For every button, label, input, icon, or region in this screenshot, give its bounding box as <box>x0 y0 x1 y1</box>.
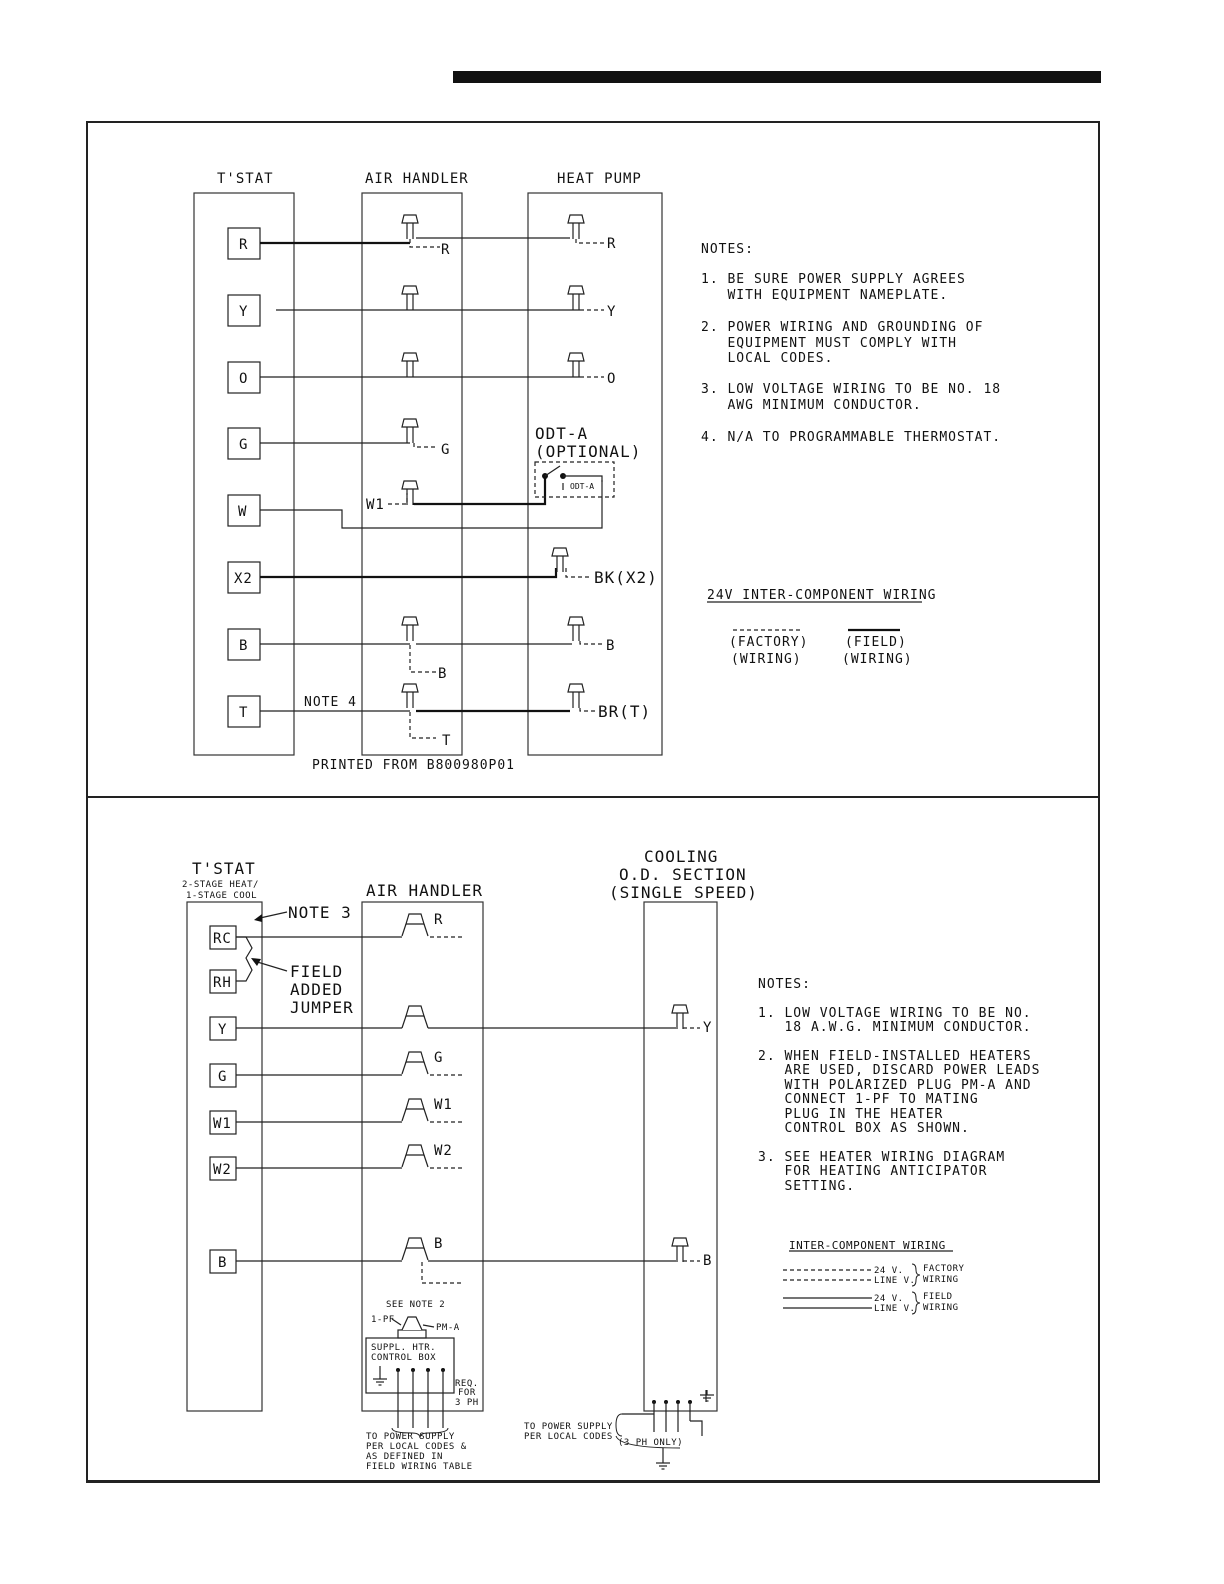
svg-text:R: R <box>239 237 249 253</box>
ah-label-b: B <box>438 666 448 682</box>
d2-ah-label-w1: W1 <box>434 1097 453 1113</box>
svg-text:X2: X2 <box>234 571 253 587</box>
odt-a-optional: (OPTIONAL) <box>535 442 642 461</box>
svg-text:SETTING.: SETTING. <box>758 1179 856 1194</box>
svg-text:2. WHEN FIELD-INSTALLED HEATER: 2. WHEN FIELD-INSTALLED HEATERS <box>758 1049 1032 1064</box>
svg-text:Y: Y <box>218 1022 228 1038</box>
d2-terminal-b <box>210 1250 236 1273</box>
diagram1-legend <box>707 588 937 667</box>
svg-text:(3 PH ONLY): (3 PH ONLY) <box>618 1438 684 1448</box>
hp-connector-t <box>568 684 584 708</box>
hp-connector-o <box>568 353 584 377</box>
svg-text:(WIRING): (WIRING) <box>842 652 913 667</box>
svg-text:24V INTER-COMPONENT WIRING: 24V INTER-COMPONENT WIRING <box>707 588 937 603</box>
d2-terminal-y <box>210 1017 236 1040</box>
d2-tstat-sub1: 2-STAGE HEAT/ <box>182 880 259 890</box>
tstat-terminal-g <box>228 428 260 459</box>
svg-text:INTER-COMPONENT WIRING: INTER-COMPONENT WIRING <box>789 1239 946 1252</box>
svg-text:RH: RH <box>213 975 232 991</box>
hp-label-bk: BK(X2) <box>594 568 658 587</box>
d2-od-connector-b <box>672 1238 688 1262</box>
svg-text:PLUG IN THE HEATER: PLUG IN THE HEATER <box>758 1107 944 1122</box>
tstat-header: T'STAT <box>217 171 274 187</box>
d2-tstat-title: T'STAT <box>192 859 256 878</box>
ah-connector-b <box>402 617 418 641</box>
svg-text:FOR: FOR <box>458 1388 476 1398</box>
d2-od-power-supply <box>524 1390 714 1469</box>
diagram-1 <box>194 171 1001 773</box>
d2-terminal-g <box>210 1064 236 1087</box>
svg-text:PER LOCAL CODES &: PER LOCAL CODES & <box>366 1442 467 1452</box>
tstat-box <box>194 193 294 755</box>
d2-ah-label-g: G <box>434 1050 444 1066</box>
svg-text:TO POWER SUPPLY: TO POWER SUPPLY <box>366 1432 455 1442</box>
d2-cooling-title-1: COOLING <box>644 847 719 866</box>
hp-label-r: R <box>607 236 617 252</box>
svg-text:Y: Y <box>239 304 249 320</box>
svg-text:FIELD: FIELD <box>923 1292 953 1302</box>
svg-text:B: B <box>218 1255 228 1271</box>
d2-terminal-w2 <box>210 1157 236 1180</box>
ah-label-t: T <box>442 733 452 749</box>
svg-text:FOR HEATING ANTICIPATOR: FOR HEATING ANTICIPATOR <box>758 1164 988 1179</box>
svg-text:NOTES:: NOTES: <box>758 977 811 992</box>
svg-text:3. LOW VOLTAGE WIRING TO BE NO: 3. LOW VOLTAGE WIRING TO BE NO. 18 <box>701 382 1002 397</box>
d2-air-handler-title: AIR HANDLER <box>366 881 483 900</box>
svg-text:WIRING: WIRING <box>923 1275 959 1285</box>
d2-terminal-rh <box>210 970 236 993</box>
d2-jumper-2: ADDED <box>290 980 344 999</box>
svg-text:(FACTORY): (FACTORY) <box>729 635 809 650</box>
ah-label-g: G <box>441 442 451 458</box>
d2-heater-control-box <box>366 1300 479 1472</box>
svg-text:AWG MINIMUM CONDUCTOR.: AWG MINIMUM CONDUCTOR. <box>701 398 922 413</box>
hp-label-b: B <box>606 638 616 654</box>
d2-od-connector-y <box>672 1005 688 1029</box>
d2-od-box <box>644 902 717 1411</box>
svg-text:B: B <box>239 638 249 654</box>
svg-text:ARE USED, DISCARD POWER LEADS: ARE USED, DISCARD POWER LEADS <box>758 1063 1041 1078</box>
d2-ah-connector-r <box>402 914 428 936</box>
d2-ah-connector-b <box>402 1238 428 1260</box>
svg-text:O: O <box>239 371 249 387</box>
d2-jumper-3: JUMPER <box>290 998 354 1017</box>
svg-text:T: T <box>239 705 249 721</box>
d2-ah-label-b: B <box>434 1236 444 1252</box>
diagram2-legend <box>783 1239 965 1314</box>
svg-text:3 PH: 3 PH <box>455 1398 479 1408</box>
ah-label-r: R <box>441 242 451 258</box>
d2-ah-connector-g <box>402 1052 428 1074</box>
d2-ah-connector-w1 <box>402 1099 428 1121</box>
tstat-terminal-r <box>228 228 260 259</box>
tstat-terminal-w <box>228 495 260 526</box>
svg-text:1-PF: 1-PF <box>371 1315 395 1325</box>
d2-terminal-rc <box>210 926 236 949</box>
ah-connector-w1 <box>402 481 418 505</box>
diagram2-notes <box>758 977 1040 1194</box>
svg-text:AS DEFINED IN: AS DEFINED IN <box>366 1452 443 1462</box>
ah-label-w1: W1 <box>366 497 385 513</box>
odt-a-small-label: ODT-A <box>570 482 595 491</box>
svg-text:FIELD WIRING TABLE: FIELD WIRING TABLE <box>366 1462 473 1472</box>
printed-from: PRINTED FROM B800980P01 <box>312 758 516 773</box>
tstat-terminal-o <box>228 362 260 393</box>
svg-text:SUPPL. HTR.: SUPPL. HTR. <box>371 1343 437 1353</box>
hp-label-y: Y <box>607 304 617 320</box>
ah-connector-g <box>402 419 418 443</box>
svg-text:WITH POLARIZED PLUG PM-A AND: WITH POLARIZED PLUG PM-A AND <box>758 1078 1032 1093</box>
svg-text:1. BE SURE POWER SUPPLY AGREES: 1. BE SURE POWER SUPPLY AGREES <box>701 272 966 287</box>
hp-connector-r <box>568 215 584 239</box>
svg-text:CONNECT 1-PF TO MATING: CONNECT 1-PF TO MATING <box>758 1092 979 1107</box>
d2-note3-label: NOTE 3 <box>288 903 352 922</box>
svg-text:CONTROL BOX AS SHOWN.: CONTROL BOX AS SHOWN. <box>758 1121 970 1136</box>
svg-text:LOCAL CODES.: LOCAL CODES. <box>701 351 834 366</box>
odt-a-title: ODT-A <box>535 424 589 443</box>
d2-od-label-y: Y <box>703 1020 713 1036</box>
svg-text:TO POWER SUPPLY: TO POWER SUPPLY <box>524 1422 613 1432</box>
svg-text:PER LOCAL CODES: PER LOCAL CODES <box>524 1432 613 1442</box>
hp-connector-b <box>568 617 584 641</box>
diagram1-notes <box>701 242 1001 445</box>
svg-text:W: W <box>238 504 248 520</box>
svg-text:2. POWER WIRING AND GROUNDING: 2. POWER WIRING AND GROUNDING OF <box>701 320 984 335</box>
ah-connector-o <box>402 353 418 377</box>
d2-tstat-sub2: 1-STAGE COOL <box>186 891 258 901</box>
d2-cooling-title-2: O.D. SECTION <box>619 865 747 884</box>
hp-connector-y <box>568 286 584 310</box>
note-4-label: NOTE 4 <box>304 695 357 710</box>
d2-ah-connector-w2 <box>402 1145 428 1167</box>
diagram-2 <box>182 847 1040 1472</box>
svg-text:FACTORY: FACTORY <box>923 1264 965 1274</box>
svg-text:W1: W1 <box>213 1116 232 1132</box>
tstat-terminal-t <box>228 696 260 727</box>
heat-pump-header: HEAT PUMP <box>557 171 642 187</box>
svg-text:RC: RC <box>213 931 232 947</box>
svg-text:G: G <box>218 1069 228 1085</box>
d2-terminal-w1 <box>210 1111 236 1134</box>
svg-text:(WIRING): (WIRING) <box>731 652 802 667</box>
svg-text:CONTROL BOX: CONTROL BOX <box>371 1353 437 1363</box>
svg-text:PM-A: PM-A <box>436 1323 460 1333</box>
svg-text:NOTES:: NOTES: <box>701 242 754 257</box>
svg-text:24 V.: 24 V. <box>874 1266 904 1276</box>
d2-ah-connector-y <box>402 1006 428 1028</box>
ah-connector-r <box>402 215 418 239</box>
d2-jumper-1: FIELD <box>290 962 344 981</box>
svg-text:LINE V.: LINE V. <box>874 1276 916 1286</box>
svg-text:EQUIPMENT MUST COMPLY WITH: EQUIPMENT MUST COMPLY WITH <box>701 336 957 351</box>
hp-label-br: BR(T) <box>598 702 652 721</box>
tstat-terminal-y <box>228 295 260 326</box>
svg-text:(FIELD): (FIELD) <box>845 635 907 650</box>
ah-connector-y <box>402 286 418 310</box>
svg-text:4. N/A TO PROGRAMMABLE THERMOS: 4. N/A TO PROGRAMMABLE THERMOSTAT. <box>701 430 1002 445</box>
svg-text:3. SEE HEATER WIRING DIAGRAM: 3. SEE HEATER WIRING DIAGRAM <box>758 1150 1006 1165</box>
air-handler-header: AIR HANDLER <box>365 171 469 187</box>
hp-label-o: O <box>607 371 617 387</box>
svg-text:18 A.W.G. MINIMUM CONDUCTOR.: 18 A.W.G. MINIMUM CONDUCTOR. <box>758 1020 1032 1035</box>
svg-text:G: G <box>239 437 249 453</box>
svg-text:LINE V.: LINE V. <box>874 1304 916 1314</box>
d2-cooling-title-3: (SINGLE SPEED) <box>609 883 758 902</box>
svg-text:W2: W2 <box>213 1162 232 1178</box>
d2-od-label-b: B <box>703 1253 713 1269</box>
ah-connector-t <box>402 684 418 708</box>
svg-text:WITH EQUIPMENT NAMEPLATE.: WITH EQUIPMENT NAMEPLATE. <box>701 288 949 303</box>
svg-text:24 V.: 24 V. <box>874 1294 904 1304</box>
d2-ah-label-w2: W2 <box>434 1143 453 1159</box>
svg-text:WIRING: WIRING <box>923 1303 959 1313</box>
svg-text:1. LOW VOLTAGE WIRING TO BE NO: 1. LOW VOLTAGE WIRING TO BE NO. <box>758 1006 1032 1021</box>
tstat-terminal-b <box>228 629 260 660</box>
svg-text:REQ.: REQ. <box>455 1379 479 1389</box>
svg-text:SEE NOTE 2: SEE NOTE 2 <box>386 1300 446 1310</box>
tstat-terminal-x2 <box>228 562 260 593</box>
d2-ah-label-r: R <box>434 912 444 928</box>
